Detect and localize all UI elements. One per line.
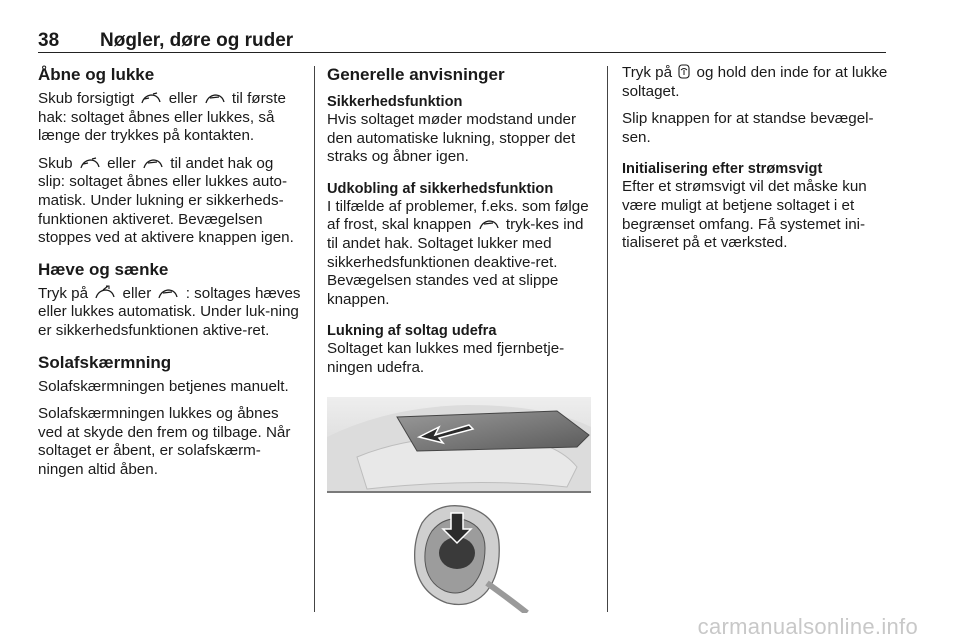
sunroof-illustration — [327, 397, 591, 493]
paragraph-sunshade-slide: Solafskærmningen lukkes og åbnes ved at skyde den frem og tilbage. Når soltaget er åbent, er solafskærm-ningen altid åben. — [38, 405, 291, 478]
page-number: 38 — [38, 30, 60, 51]
paragraph-disable-safety: I tilfælde af problemer, f.eks. som følge af frost, skal knappen tryk-kes ind til andet hak. Soltaget lukker med sikkerhedsfunktionen deaktive-ret. Bevægelsen standes ved at slippe knappen. — [327, 197, 589, 308]
paragraph-close-outside: Soltaget kan lukkes med fjernbetje-ningen udefra. — [327, 340, 565, 376]
heading-sunshade: Solafskærmning — [38, 352, 172, 372]
column-divider-2 — [607, 66, 608, 612]
paragraph-safety: Hvis soltaget møder modstand under den automatiske lukning, stopper det straks og åbner igen. — [327, 111, 577, 166]
column-3 — [622, 64, 888, 262]
sunroof-close-icon — [478, 218, 500, 231]
sunroof-open-icon — [140, 92, 162, 105]
chapter-title: Nøgler, døre og ruder — [100, 30, 294, 51]
column-1 — [38, 64, 304, 489]
paragraph-press-hold: Tryk på og hold den inde for at lukke soltaget. — [622, 64, 888, 100]
heading-close-outside: Lukning af soltag udefra — [327, 323, 497, 340]
paragraph-second-notch: Skub eller til andet hak og slip: soltaget åbnes eller lukkes auto-matisk. Under lukning er sikkerheds-funktionen aktiveret. Bevægelsen stoppes ved at aktivere knappen igen. — [38, 154, 294, 247]
paragraph-release: Slip knappen for at standse bevægel-sen. — [622, 110, 874, 146]
remote-key-illustration — [327, 493, 591, 613]
heading-safety-function: Sikkerhedsfunktion — [327, 94, 463, 110]
watermark: carmanualsonline.info — [697, 614, 918, 639]
remote-roof-button-icon — [678, 64, 690, 79]
heading-raise-lower: Hæve og sænke — [38, 259, 169, 279]
sunroof-close-icon — [204, 92, 226, 105]
heading-general: Generelle anvisninger — [327, 65, 505, 84]
paragraph-raise: Tryk på eller : soltages hæves eller lukkes automatisk. Under luk-ning er sikkerhedsfunktionen aktive-ret. — [38, 284, 301, 339]
paragraph-initialisation: Efter et strømsvigt vil det måske kun være muligt at betjene soltaget i et begrænset omfang. Få systemet ini-tialiseret på et værksted. — [622, 178, 867, 252]
sunroof-tilt-icon — [94, 285, 116, 300]
heading-open-close: Åbne og lukke — [38, 65, 155, 84]
paragraph-sunshade-manual: Solafskærmningen betjenes manuelt. — [38, 377, 289, 395]
sunroof-close-icon — [142, 157, 164, 170]
illustration — [327, 397, 591, 613]
paragraph-first-notch: Skub forsigtigt eller til første hak: soltaget åbnes eller lukkes, så længe der trykkes på kontakten. — [38, 90, 286, 145]
sunroof-close-icon — [157, 287, 179, 300]
page-header — [38, 30, 886, 53]
sunroof-open-icon — [79, 157, 101, 170]
heading-initialisation: Initialisering efter strømsvigt — [622, 161, 823, 178]
column-divider-1 — [314, 66, 315, 612]
heading-disable-safety: Udkobling af sikkerhedsfunktion — [327, 180, 554, 197]
column-2 — [327, 64, 593, 387]
